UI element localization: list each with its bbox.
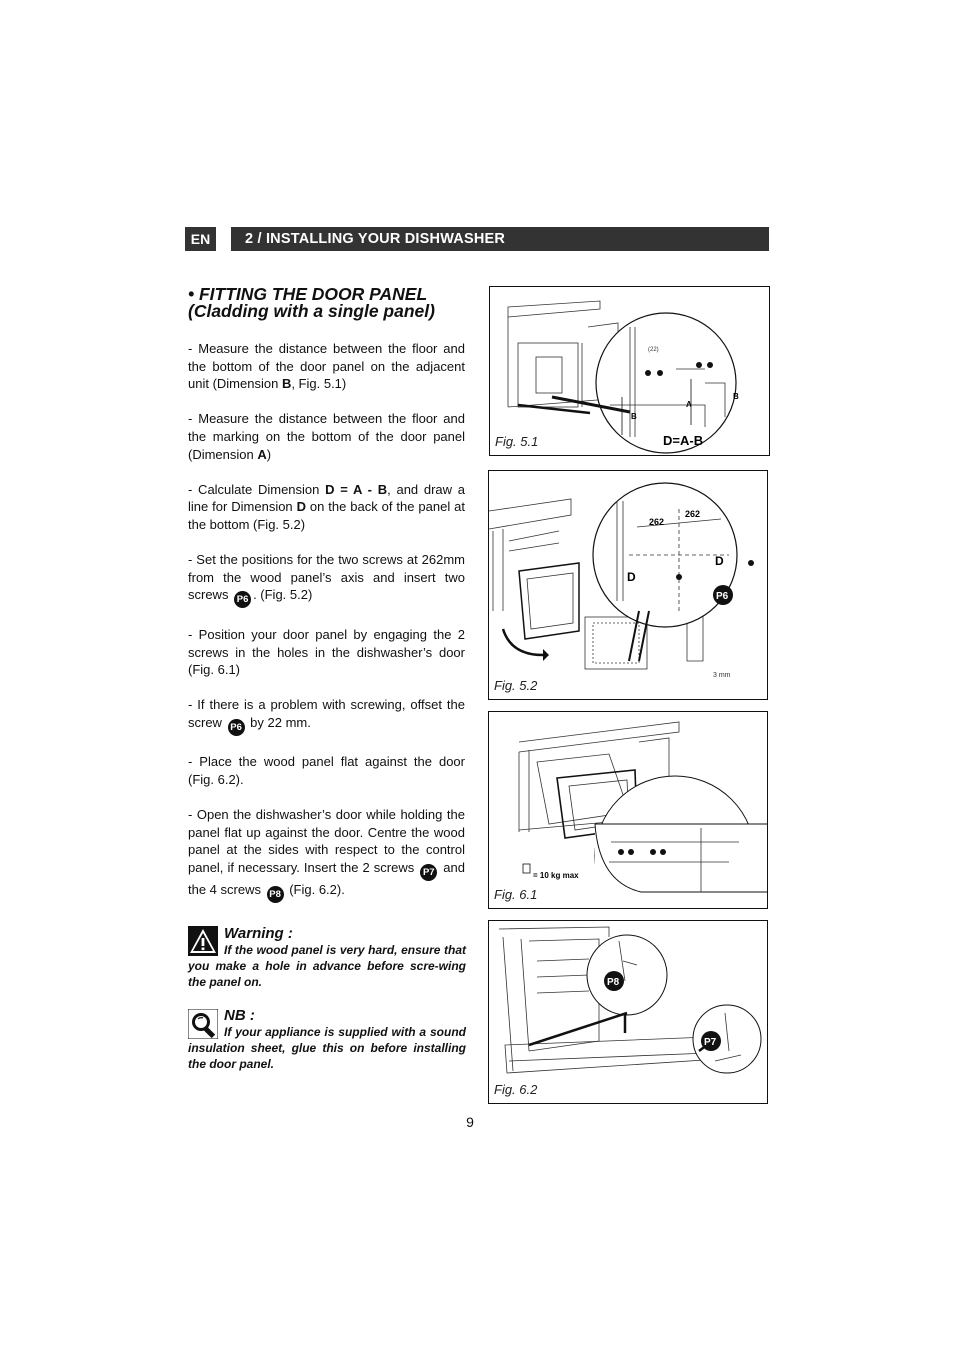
step-1-text: - Measure the distance between the floor and the bottom of the door panel on the adjacent unit (Dimension bbox=[188, 341, 465, 392]
step-8 bbox=[188, 806, 465, 903]
fig-6-2-badge-p7: P7 bbox=[704, 1037, 717, 1048]
p6-badge: P6 bbox=[234, 591, 251, 608]
fig-5-1-label-22: (22) bbox=[648, 347, 659, 353]
fig-5-2-label-d: D bbox=[627, 570, 636, 584]
warning-icon bbox=[188, 926, 218, 956]
fig-5-2-dim-2: 262 bbox=[685, 509, 701, 519]
title-line-1: • FITTING THE DOOR PANEL bbox=[188, 284, 428, 304]
step-5: - Position your door panel by engaging the 2 screws in the holes in the dishwasher’s door (Fig. 6.1) bbox=[188, 626, 465, 678]
step-3 bbox=[188, 481, 465, 534]
fig-5-2-caption: Fig. 5.2 bbox=[494, 678, 538, 693]
step-3-mid: , and draw a line for Dimension bbox=[188, 481, 465, 515]
figure-5-1 bbox=[489, 286, 770, 456]
figure-6-1-drawing bbox=[489, 712, 768, 909]
step-6 bbox=[188, 696, 465, 736]
step-7: - Place the wood panel flat against the door (Fig. 6.2). bbox=[188, 754, 465, 788]
nb-note bbox=[188, 1008, 466, 1072]
step-3-text: - Calculate Dimension bbox=[188, 481, 326, 497]
step-1-bold: B bbox=[281, 376, 292, 392]
fig-6-1-caption: Fig. 6.1 bbox=[494, 887, 538, 902]
language-tag: EN bbox=[185, 227, 216, 251]
warning-text: If the wood panel is very hard, ensure that you make a hole in advance before scre-wing the panel on. bbox=[188, 943, 466, 989]
instructions bbox=[188, 340, 465, 921]
step-1 bbox=[188, 340, 465, 393]
fig-5-1-label-b2: B bbox=[733, 392, 739, 401]
step-4-tail: . (Fig. 5.2) bbox=[253, 587, 313, 603]
step-3-d: D bbox=[296, 499, 306, 515]
step-3-formula: D = A - B bbox=[325, 481, 388, 497]
step-2 bbox=[188, 410, 465, 463]
fig-5-2-label-d2: D bbox=[715, 554, 724, 568]
figure-5-2 bbox=[488, 470, 768, 700]
fig-5-1-formula: D=A-B bbox=[663, 433, 704, 448]
figure-5-1-drawing bbox=[490, 287, 770, 456]
fig-5-1-label-a: A bbox=[686, 400, 692, 409]
fig-6-1-weight: = 10 kg max bbox=[533, 871, 579, 880]
step-2-text: - Measure the distance between the floor and the marking on the bottom of the door panel (Dimension bbox=[188, 411, 465, 462]
figure-6-2 bbox=[488, 920, 768, 1104]
figure-6-2-drawing bbox=[489, 921, 768, 1104]
fig-5-2-mm: 3 mm bbox=[713, 672, 731, 679]
fig-5-1-caption: Fig. 5.1 bbox=[495, 434, 539, 449]
figure-5-2-drawing bbox=[489, 471, 768, 700]
fig-6-2-caption: Fig. 6.2 bbox=[494, 1082, 538, 1097]
step-6-text: - If there is a problem with screwing, offset the screw bbox=[188, 697, 465, 730]
step-2-bold: A bbox=[257, 446, 267, 462]
section-title bbox=[188, 286, 478, 320]
fig-5-2-dim-1: 262 bbox=[649, 517, 665, 527]
fig-6-2-badge-p8: P8 bbox=[607, 977, 620, 988]
p6-badge: P6 bbox=[228, 719, 245, 736]
title-line-2: (Cladding with a single panel) bbox=[188, 301, 435, 321]
step-8-mid: and the 4 screws bbox=[188, 860, 465, 898]
step-8-text: - Open the dishwasher’s door while holding the panel flat up against the door. Centre the wood panel at the sides with respect to the control panel, if necessary. Insert the 2 screws bbox=[188, 807, 465, 876]
warning-title: Warning : bbox=[224, 925, 293, 942]
warning-body bbox=[188, 942, 466, 990]
warning-note bbox=[188, 926, 466, 990]
section-header: 2 / INSTALLING YOUR DISHWASHER bbox=[231, 227, 769, 251]
step-2-tail: ) bbox=[266, 446, 272, 462]
nb-body bbox=[188, 1024, 466, 1072]
figure-6-1 bbox=[488, 711, 768, 909]
p8-badge: P8 bbox=[267, 886, 284, 903]
magnifier-icon bbox=[188, 1009, 218, 1039]
fig-5-1-label-b: B bbox=[631, 412, 637, 421]
nb-title: NB : bbox=[224, 1007, 255, 1024]
fig-5-2-badge: P6 bbox=[716, 591, 729, 602]
p7-badge: P7 bbox=[420, 864, 437, 881]
step-8-tail: (Fig. 6.2). bbox=[285, 882, 345, 898]
step-4-text: - Set the positions for the two screws at 262mm from the wood panel’s axis and insert two screws bbox=[188, 552, 465, 603]
page-number: 9 bbox=[466, 1114, 474, 1130]
step-1-tail: , Fig. 5.1) bbox=[291, 376, 347, 392]
step-4 bbox=[188, 551, 465, 608]
step-6-tail: by 22 mm. bbox=[246, 714, 311, 730]
step-3-tail: on the back of the panel at the bottom (Fig. 5.2) bbox=[188, 499, 465, 532]
nb-text: If your appliance is supplied with a sound insulation sheet, glue this on before installing the door panel. bbox=[188, 1025, 466, 1071]
